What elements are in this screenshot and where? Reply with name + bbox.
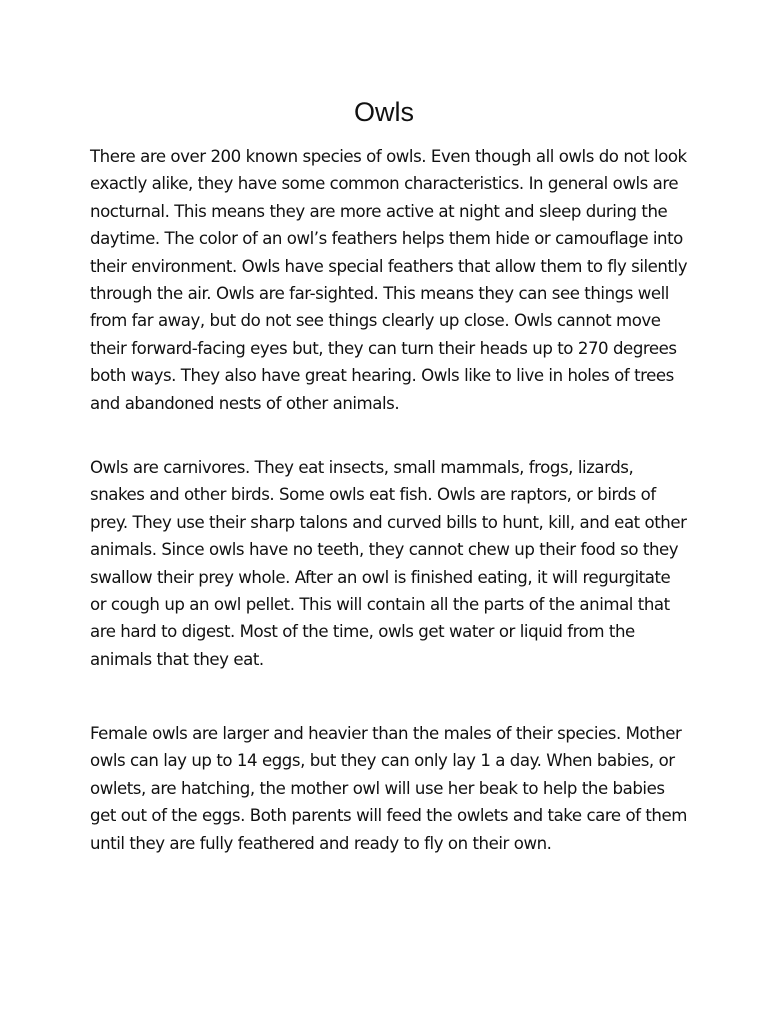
paragraph-owl-reproduction: Female owls are larger and heavier than the males of their species. Mother owls can lay up to 14 eggs, but they can only lay 1 a day. When babies, or owlets, are hatching, the mother owl will use her beak to help the babies get out of the eggs. Both parents will feed the owlets and take care of them until they are fully feathered and ready to fly on their own.	[90, 724, 687, 853]
paragraph-owl-characteristics: There are over 200 known species of owls. Even though all owls do not look exactly alike, they have some common characteristics. In general owls are nocturnal. This means they are more active at night and sleep during the daytime. The color of an owl’s feathers helps them hide or camouflage into their environment. Owls have special feathers that allow them to fly silently through the air. Owls are far-sighted. This means they can see things well from far away, but do not see things clearly up close. Owls cannot move their forward-facing eyes but, they can turn their heads up to 270 degrees both ways. They also have great hearing. Owls like to live in holes of trees and abandoned nests of other animals.	[90, 147, 688, 413]
paragraph-owl-diet: Owls are carnivores. They eat insects, small mammals, frogs, lizards, snakes and other birds. Some owls eat fish. Owls are raptors, or birds of prey. They use their sharp talons and curved bills to hunt, kill, and eat other animals. Since owls have no teeth, they cannot chew up their food so they swallow their prey whole. After an owl is finished eating, it will regurgitate or cough up an owl pellet. This will contain all the parts of the animal that are hard to digest. Most of the time, owls get water or liquid from the animals that they eat.	[90, 458, 687, 669]
document-title: Owls	[354, 97, 414, 127]
